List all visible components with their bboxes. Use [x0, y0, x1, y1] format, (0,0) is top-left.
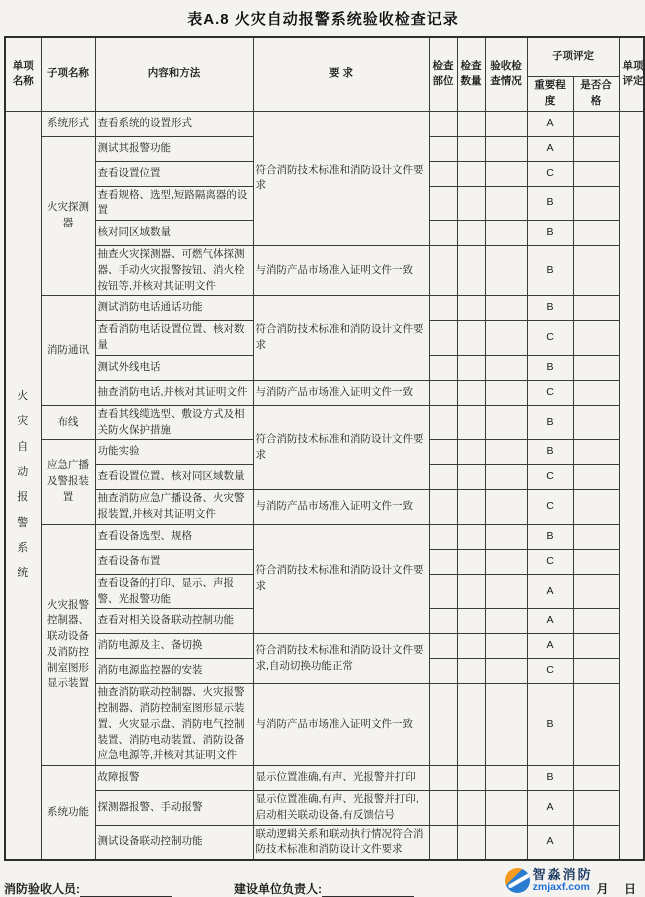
importance-cell-text: B	[546, 415, 554, 428]
requirement-cell	[253, 405, 429, 490]
check-quantity-cell	[457, 111, 485, 136]
check-quantity-cell	[457, 321, 485, 356]
inspector-label: 消防验收人员:	[4, 882, 80, 896]
importance-cell	[527, 296, 573, 321]
check-quantity-cell	[457, 825, 485, 860]
qualified-cell	[573, 186, 619, 221]
qualified-cell	[573, 609, 619, 634]
col-header-check-quantity	[457, 37, 485, 111]
content-cell-text: 查看其线缆选型、敷设方式及相关防火保护措施	[97, 407, 245, 436]
check-location-cell	[429, 221, 457, 246]
table-row	[5, 791, 644, 826]
col-header-item-eval-text: 单项评定	[622, 59, 644, 88]
content-cell	[95, 574, 253, 609]
importance-cell	[527, 111, 573, 136]
content-cell	[95, 659, 253, 684]
requirement-cell-text: 与消防产品市场准入证明文件一致	[255, 385, 413, 398]
check-quantity-cell	[457, 791, 485, 826]
check-location-cell	[429, 791, 457, 826]
requirement-cell-text: 符合消防技术标准和消防设计文件要求	[255, 163, 424, 192]
subitem-cell	[41, 766, 95, 861]
qualified-cell	[573, 161, 619, 186]
check-quantity-cell	[457, 246, 485, 296]
importance-cell	[527, 440, 573, 465]
subitem-cell	[41, 524, 95, 765]
content-cell	[95, 766, 253, 791]
qualified-cell	[573, 136, 619, 161]
check-quantity-cell	[457, 405, 485, 440]
requirement-cell-text: 显示位置准确,有声、光报警并打印,启动相关联动设备,有反馈信号	[255, 793, 419, 821]
content-cell-text: 测试设备联动控制功能	[97, 835, 203, 848]
importance-cell	[527, 355, 573, 380]
qualified-cell	[573, 221, 619, 246]
check-location-cell	[429, 490, 457, 525]
acceptance-cell	[485, 825, 527, 860]
col-header-sub-eval: 子项评定	[527, 37, 619, 77]
acceptance-cell	[485, 659, 527, 684]
importance-cell	[527, 574, 573, 609]
qualified-cell	[573, 766, 619, 791]
check-quantity-cell	[457, 684, 485, 766]
acceptance-cell	[485, 549, 527, 574]
check-location-cell	[429, 684, 457, 766]
acceptance-cell	[485, 296, 527, 321]
qualified-cell	[573, 634, 619, 659]
acceptance-cell	[485, 684, 527, 766]
content-cell-text: 消防电源及主、备切换	[97, 639, 203, 652]
qualified-cell	[573, 296, 619, 321]
check-location-cell	[429, 296, 457, 321]
content-cell	[95, 161, 253, 186]
check-location-cell	[429, 465, 457, 490]
qualified-cell	[573, 524, 619, 549]
requirement-cell	[253, 246, 429, 296]
col-header-qualified: 是否合格	[573, 77, 619, 112]
importance-cell-text: A	[546, 835, 554, 848]
content-cell-text: 核对同区域数量	[97, 226, 171, 239]
importance-cell	[527, 136, 573, 161]
col-header-importance: 重要程度	[527, 77, 573, 112]
requirement-cell-text: 与消防产品市场准入证明文件一致	[255, 717, 413, 730]
qualified-cell	[573, 440, 619, 465]
col-header-acceptance-text: 验收检查情况	[490, 59, 522, 88]
requirement-cell	[253, 684, 429, 766]
content-cell	[95, 186, 253, 221]
check-location-cell	[429, 405, 457, 440]
content-cell	[95, 380, 253, 405]
col-header-check-location-text: 检查部位	[432, 59, 454, 88]
requirement-cell-text: 符合消防技术标准和消防设计文件要求,自动切换功能正常	[255, 644, 424, 672]
content-cell-text: 抽查消防电话,并核对其证明文件	[97, 385, 248, 398]
content-cell	[95, 791, 253, 826]
requirement-cell	[253, 791, 429, 826]
qualified-cell	[573, 321, 619, 356]
requirement-cell-text: 符合消防技术标准和消防设计文件要求	[255, 323, 424, 351]
requirement-cell	[253, 296, 429, 381]
subitem-cell	[41, 296, 95, 406]
subitem-cell	[41, 405, 95, 440]
importance-cell-text: B	[546, 196, 554, 209]
check-location-cell	[429, 574, 457, 609]
content-cell-text: 消防电源监控器的安装	[97, 664, 203, 677]
check-quantity-cell	[457, 549, 485, 574]
qualified-cell	[573, 380, 619, 405]
check-quantity-cell	[457, 465, 485, 490]
col-header-item-eval	[619, 37, 644, 111]
importance-cell	[527, 825, 573, 860]
acceptance-cell	[485, 161, 527, 186]
importance-cell-text: C	[546, 166, 554, 179]
item-name-cell-text: 火灾自动报警系统	[17, 390, 30, 580]
check-location-cell	[429, 246, 457, 296]
col-header-check-location	[429, 37, 457, 111]
content-cell	[95, 524, 253, 549]
importance-cell-text: B	[546, 771, 554, 784]
requirement-cell	[253, 634, 429, 684]
requirement-cell-text: 与消防产品市场准入证明文件一致	[255, 263, 413, 276]
subitem-cell-text: 布线	[57, 415, 79, 428]
page-title: 表A.8 火灾自动报警系统验收检查记录	[187, 11, 459, 28]
check-quantity-cell	[457, 161, 485, 186]
footer-row	[4, 867, 642, 897]
acceptance-cell	[485, 524, 527, 549]
acceptance-cell	[485, 136, 527, 161]
check-location-cell	[429, 355, 457, 380]
content-cell	[95, 321, 253, 356]
requirement-cell	[253, 380, 429, 405]
requirement-cell-text: 符合消防技术标准和消防设计文件要求	[255, 432, 424, 461]
content-cell-text: 查看设置位置	[97, 166, 161, 179]
content-cell-text: 功能实验	[97, 445, 140, 458]
table-row	[5, 380, 644, 405]
content-cell-text: 抽查消防联动控制器、火灾报警控制器、消防控制室图形显示装置、火灾显示盘、消防电气控制装置、消防电动装置、消防设备应急电源等,并核对其证明文件	[97, 686, 245, 762]
acceptance-cell	[485, 221, 527, 246]
acceptance-cell	[485, 380, 527, 405]
item-name-cell	[5, 111, 41, 860]
importance-cell	[527, 524, 573, 549]
qualified-cell	[573, 659, 619, 684]
check-location-cell	[429, 380, 457, 405]
subitem-cell-text: 系统功能	[47, 805, 89, 818]
requirement-cell	[253, 490, 429, 525]
requirement-cell	[253, 111, 429, 246]
table-row	[5, 405, 644, 440]
importance-cell-text: C	[546, 554, 554, 567]
importance-cell-text: B	[546, 263, 554, 276]
check-quantity-cell	[457, 766, 485, 791]
importance-cell-text: C	[546, 470, 554, 483]
table-row	[5, 684, 644, 766]
importance-cell	[527, 549, 573, 574]
check-quantity-cell	[457, 490, 485, 525]
content-cell-text: 查看系统的设置形式	[97, 116, 192, 129]
qualified-cell	[573, 465, 619, 490]
content-cell	[95, 440, 253, 465]
importance-cell-text: B	[546, 529, 554, 542]
subitem-cell-text: 系统形式	[47, 116, 89, 129]
check-location-cell	[429, 440, 457, 465]
check-location-cell	[429, 659, 457, 684]
table-row	[5, 524, 644, 549]
brand-circle-icon	[505, 868, 530, 893]
importance-cell	[527, 791, 573, 826]
acceptance-cell	[485, 791, 527, 826]
requirement-cell-text: 与消防产品市场准入证明文件一致	[255, 500, 413, 513]
acceptance-cell	[485, 405, 527, 440]
requirement-cell	[253, 825, 429, 860]
col-header-acceptance	[485, 37, 527, 111]
qualified-cell	[573, 405, 619, 440]
check-quantity-cell	[457, 574, 485, 609]
check-quantity-cell	[457, 609, 485, 634]
content-cell	[95, 221, 253, 246]
importance-cell-text: B	[546, 360, 554, 373]
check-location-cell	[429, 549, 457, 574]
importance-cell	[527, 161, 573, 186]
requirement-cell-text: 联动逻辑关系和联动执行情况符合消防技术标准和消防设计文件要求	[255, 827, 424, 856]
table-row	[5, 246, 644, 296]
importance-cell	[527, 465, 573, 490]
check-location-cell	[429, 136, 457, 161]
content-cell-text: 查看设备选型、规格	[97, 529, 192, 542]
content-cell	[95, 490, 253, 525]
qualified-cell	[573, 490, 619, 525]
content-cell-text: 抽查消防应急广播设备、火灾警报装置,并核对其证明文件	[97, 492, 245, 520]
qualified-cell	[573, 355, 619, 380]
col-header-content: 内容和方法	[95, 37, 253, 111]
check-quantity-cell	[457, 355, 485, 380]
table-row	[5, 825, 644, 860]
requirement-cell-text: 符合消防技术标准和消防设计文件要求	[255, 564, 424, 592]
importance-cell	[527, 405, 573, 440]
qualified-cell	[573, 111, 619, 136]
importance-cell	[527, 634, 573, 659]
importance-cell-text: A	[546, 141, 554, 154]
qualified-cell	[573, 574, 619, 609]
check-quantity-cell	[457, 221, 485, 246]
importance-cell	[527, 321, 573, 356]
importance-cell-text: A	[546, 584, 554, 597]
subitem-cell-text: 火灾报警控制器、联动设备及消防控制室图形显示装置	[47, 598, 89, 690]
content-cell-text: 查看消防电话设置位置、核对数量	[97, 323, 245, 351]
acceptance-cell	[485, 574, 527, 609]
content-cell-text: 查看设备的打印、显示、声报警、光报警功能	[97, 576, 234, 605]
acceptance-cell	[485, 766, 527, 791]
content-cell	[95, 405, 253, 440]
content-cell-text: 测试消防电话通话功能	[97, 301, 203, 314]
subitem-cell	[41, 136, 95, 296]
content-cell	[95, 634, 253, 659]
subitem-cell-text: 消防通讯	[47, 343, 89, 356]
content-cell-text: 查看对相关设备联动控制功能	[97, 614, 234, 627]
check-location-cell	[429, 524, 457, 549]
importance-cell-text: C	[546, 664, 554, 677]
importance-cell-text: A	[546, 800, 554, 813]
importance-cell-text: B	[546, 445, 554, 458]
check-location-cell	[429, 111, 457, 136]
acceptance-cell	[485, 111, 527, 136]
table-row	[5, 634, 644, 659]
importance-cell	[527, 490, 573, 525]
table-row	[5, 111, 644, 136]
content-cell	[95, 465, 253, 490]
qualified-cell	[573, 246, 619, 296]
content-cell-text: 故障报警	[97, 771, 140, 784]
col-header-requirement: 要 求	[253, 37, 429, 111]
table-row	[5, 766, 644, 791]
importance-cell-text: B	[546, 717, 554, 730]
check-location-cell	[429, 825, 457, 860]
subitem-cell-text: 应急广播及警报装置	[47, 459, 89, 503]
date-label: 月 日	[596, 882, 642, 896]
col-header-check-quantity-text: 检查数量	[460, 59, 482, 88]
requirement-cell-text: 显示位置准确,有声、光报警并打印	[255, 771, 416, 784]
check-quantity-cell	[457, 296, 485, 321]
importance-cell	[527, 766, 573, 791]
table-row	[5, 296, 644, 321]
qualified-cell	[573, 825, 619, 860]
acceptance-cell	[485, 186, 527, 221]
check-quantity-cell	[457, 186, 485, 221]
table-header	[5, 37, 644, 111]
importance-cell-text: B	[546, 226, 554, 239]
item-eval-cell	[619, 111, 644, 860]
importance-cell	[527, 221, 573, 246]
header-row-1	[5, 37, 644, 77]
acceptance-cell	[485, 465, 527, 490]
importance-cell-text: B	[546, 301, 554, 314]
importance-cell	[527, 246, 573, 296]
content-cell	[95, 246, 253, 296]
acceptance-cell	[485, 321, 527, 356]
check-quantity-cell	[457, 659, 485, 684]
qualified-cell	[573, 549, 619, 574]
watermark-logo	[505, 868, 593, 893]
importance-cell	[527, 380, 573, 405]
importance-cell-text: C	[546, 500, 554, 513]
builder-label: 建设单位负责人:	[234, 882, 322, 896]
check-location-cell	[429, 634, 457, 659]
importance-cell-text: A	[546, 116, 554, 129]
content-cell	[95, 111, 253, 136]
table-row	[5, 490, 644, 525]
acceptance-cell	[485, 246, 527, 296]
check-quantity-cell	[457, 136, 485, 161]
content-cell-text: 测试外线电话	[97, 360, 161, 373]
content-cell	[95, 825, 253, 860]
logo-text-block	[533, 868, 593, 893]
content-cell-text: 抽查火灾探测器、可燃气体探测器、手动火灾报警按钮、消火栓按钮等,并核对其证明文件	[97, 248, 245, 292]
col-header-subitem: 子项名称	[41, 37, 95, 111]
content-cell	[95, 136, 253, 161]
builder-signature-line	[322, 882, 414, 897]
content-cell	[95, 296, 253, 321]
check-quantity-cell	[457, 440, 485, 465]
importance-cell-text: C	[546, 331, 554, 344]
logo-name: 智淼消防	[532, 867, 593, 883]
importance-cell	[527, 609, 573, 634]
subitem-cell	[41, 440, 95, 525]
acceptance-cell	[485, 440, 527, 465]
subitem-cell	[41, 111, 95, 136]
inspection-record-table	[4, 36, 645, 861]
content-cell-text: 查看设置位置、核对同区域数量	[97, 470, 245, 483]
qualified-cell	[573, 684, 619, 766]
importance-cell	[527, 659, 573, 684]
logo-site: zmjaxf.com	[532, 880, 590, 893]
check-location-cell	[429, 161, 457, 186]
acceptance-cell	[485, 609, 527, 634]
check-quantity-cell	[457, 634, 485, 659]
content-cell-text: 查看规格、选型,短路隔离器的设置	[97, 188, 248, 217]
importance-cell-text: C	[546, 385, 554, 398]
content-cell	[95, 684, 253, 766]
importance-cell-text: A	[546, 614, 554, 627]
qualified-cell	[573, 791, 619, 826]
content-cell-text: 测试其报警功能	[97, 141, 171, 154]
content-cell	[95, 609, 253, 634]
check-location-cell	[429, 766, 457, 791]
content-cell	[95, 549, 253, 574]
requirement-cell	[253, 766, 429, 791]
check-location-cell	[429, 186, 457, 221]
inspector-signature-line	[80, 882, 172, 897]
acceptance-cell	[485, 634, 527, 659]
col-header-item-name	[5, 37, 41, 111]
content-cell-text: 查看设备布置	[97, 554, 161, 567]
table-body	[5, 111, 644, 860]
check-quantity-cell	[457, 524, 485, 549]
col-header-item-name-text: 单项名称	[12, 59, 34, 88]
check-location-cell	[429, 321, 457, 356]
check-location-cell	[429, 609, 457, 634]
acceptance-cell	[485, 355, 527, 380]
importance-cell	[527, 684, 573, 766]
content-cell	[95, 355, 253, 380]
requirement-cell	[253, 524, 429, 634]
acceptance-cell	[485, 490, 527, 525]
check-quantity-cell	[457, 380, 485, 405]
importance-cell	[527, 186, 573, 221]
subitem-cell-text: 火灾探测器	[47, 201, 89, 229]
importance-cell-text: A	[546, 639, 554, 652]
content-cell-text: 探测器报警、手动报警	[97, 800, 203, 813]
